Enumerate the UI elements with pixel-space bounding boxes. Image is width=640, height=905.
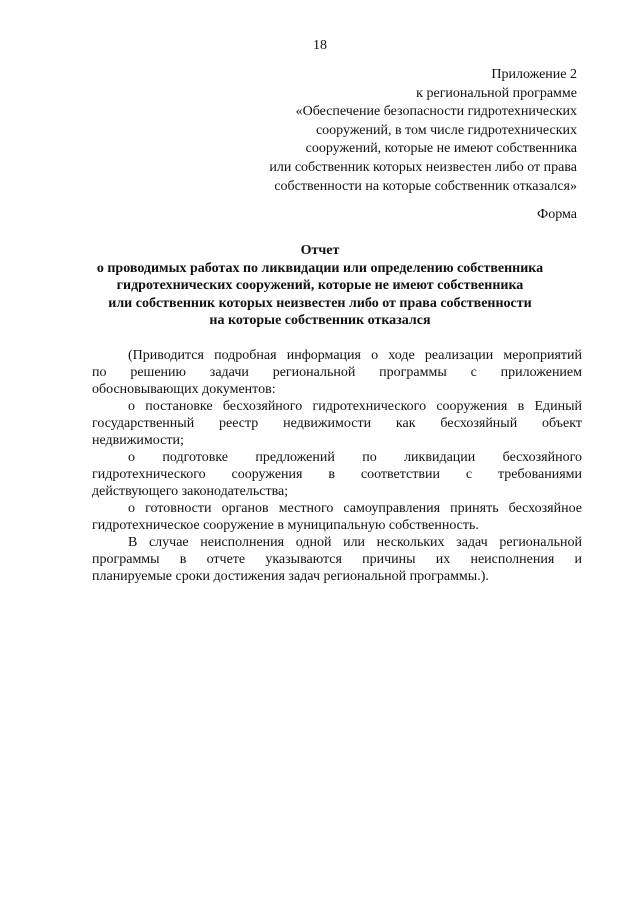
report-heading: Отчет (300, 243, 340, 258)
text-line: действующего законодательства; (92, 484, 289, 499)
report-title-line: гидротехнических сооружений, которые не имеют собственника (116, 278, 524, 293)
appendix-line: «Обеспечение безопасности гидротехнических (295, 104, 577, 120)
report-title-line: о проводимых работах по ликвидации или определению собственника (96, 260, 544, 276)
appendix-line: к региональной программе (416, 85, 577, 101)
report-title-line: на которые собственник отказался (209, 313, 431, 328)
paragraph-registry (92, 398, 582, 449)
text-line: планируемые сроки достижения задач региональной программы.). (92, 569, 489, 584)
text-line: гидротехнического сооружения в соответствии с требованиями (92, 467, 582, 482)
paragraph-intro (92, 347, 582, 398)
paragraph-nonfulfillment (92, 534, 582, 585)
text-line: программы в отчете указываются причины их неисполнения и (92, 552, 582, 567)
paragraph-liquidation (92, 449, 582, 500)
text-line: (Приводится подробная информация о ходе реализации мероприятий (128, 348, 582, 363)
text-line: по решению задачи региональной программы с приложением (92, 365, 582, 380)
report-title (60, 242, 580, 330)
report-body (92, 347, 582, 585)
report-title-line: или собственник которых неизвестен либо от права собственности (108, 295, 532, 311)
text-line: В случае неисполнения одной или нескольких задач региональной (128, 535, 582, 550)
text-line: государственный реестр недвижимости как бесхозяйный объект (92, 416, 582, 431)
page-number: 18 (313, 38, 327, 53)
appendix-line: Приложение 2 (491, 67, 577, 82)
appendix-line: сооружений, в том числе гидротехнических (315, 122, 577, 138)
text-line: недвижимости; (92, 433, 184, 448)
text-line: обосновывающих документов: (92, 382, 276, 397)
text-line: гидротехническое сооружение в муниципальную собственность. (92, 518, 479, 533)
appendix-line: сооружений, которые не имеют собственника (305, 141, 577, 157)
appendix-line: собственности на которые собственник отказался» (274, 178, 577, 194)
text-line: о подготовке предложений по ликвидации бесхозяйного (128, 450, 582, 465)
appendix-header (157, 66, 577, 196)
form-label: Форма (537, 207, 577, 222)
text-line: о готовности органов местного самоуправления принять бесхозяйное (128, 501, 582, 516)
appendix-line: или собственник которых неизвестен либо от права (269, 159, 577, 175)
text-line: о постановке бесхозяйного гидротехнического сооружения в Единый (128, 399, 582, 414)
paragraph-municipal (92, 500, 582, 534)
